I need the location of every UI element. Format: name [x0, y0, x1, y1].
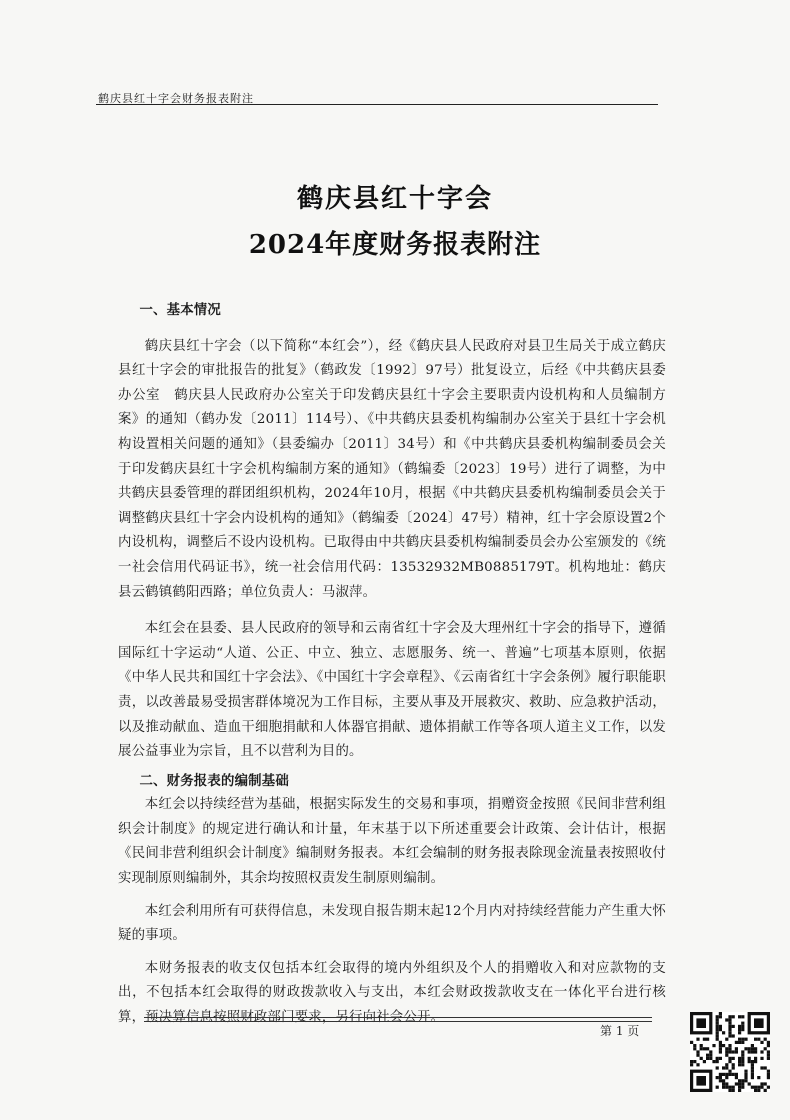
paragraph: 本红会以持续经营为基础，根据实际发生的交易和事项，捐赠资金按照《民间非营利组织会计制度》的规定进行确认和计量，年末基于以下所述重要会计政策、会计估计，根据《民间非营利组织会计制度》编制财务报表。本红会编制的财务报表除现金流量表按照收付实现制原则编制外，其余均按照权责发生制原则编制。 — [118, 797, 666, 887]
page-number: 第 1 页 — [600, 1024, 640, 1038]
document-subtitle: 2024年度财务报表附注 — [248, 230, 542, 260]
running-header: 鹤庆县红十字会财务报表附注 — [98, 92, 254, 105]
paragraph: 鹤庆县红十字会（以下简称“本红会”），经《鹤庆县人民政府对县卫生局关于成立鹤庆县红十字会的审批报告的批复》（鹤政发〔1992〕97号）批复设立，后经《中共鹤庆县委办公室 鹤庆县人民政府办公室关于印发鹤庆县红十字会主要职责内设机构和人员编制方案》的通知（鹤办发〔2011〕114号）、《中共鹤庆县委机构编制办公室关于县红十字会机构设置相关问题的通知》（县委编办〔2011〕34号）和《中共鹤庆县委机构编制委员会关于印发鹤庆县红十字会机构编制方案的通知》（鹤编委〔2023〕19号）进行了调整，为中共鹤庆县委管理的群团组织机构，2024年10月，根据《中共鹤庆县委机构编制委员会关于调整鹤庆县红十字会内设机构的通知》（鹤编委〔2024〕47号）精神，红十字会原设置2个内设机构，调整后不设内设机构。已取得由中共鹤庆县委机构编制委员会办公室颁发的《统一社会信用代码证书》，统一社会信用代码：13532932MB0885179T。机构地址：鹤庆县云鹤镇鹤阳西路；单位负责人：马淑萍。 — [118, 338, 666, 600]
footer-rule — [144, 1017, 652, 1022]
paragraph: 本红会在县委、县人民政府的领导和云南省红十字会及大理州红十字会的指导下，遵循国际红十字运动“人道、公正、中立、独立、志愿服务、统一、普遍”七项基本原则，依据《中华人民共和国红十字会法》、《中国红十字会章程》、《云南省红十字会条例》履行职能职责，以改善最易受损害群体境况为工作目标，主要从事及开展救灾、救助、应急救护活动，以及推动献血、造血干细胞捐献和人体器官捐献、遗体捐献工作等各项人道主义工作，以发展公益事业为宗旨，且不以营利为目的。 — [118, 621, 666, 760]
document-body — [118, 298, 666, 1031]
section-heading-basic-info: 一、基本情况 — [139, 302, 221, 318]
header-rule — [96, 104, 658, 105]
qr-code-icon — [690, 1012, 770, 1092]
paragraph: 本红会利用所有可获得信息，未发现自报告期末起12个月内对持续经营能力产生重大怀疑的事项。 — [118, 903, 666, 944]
document-title: 鹤庆县红十字会 — [296, 184, 493, 214]
paragraph: 本财务报表的收支仅包括本红会取得的境内外组织及个人的捐赠收入和对应款物的支出，不包括本红会取得的财政拨款收入与支出，本红会财政拨款收支在一体化平台进行核算，预决算信息按照财政部门要求，另行向社会公开。 — [118, 960, 666, 1026]
section-heading-basis-of-preparation: 二、财务报表的编制基础 — [139, 772, 289, 789]
